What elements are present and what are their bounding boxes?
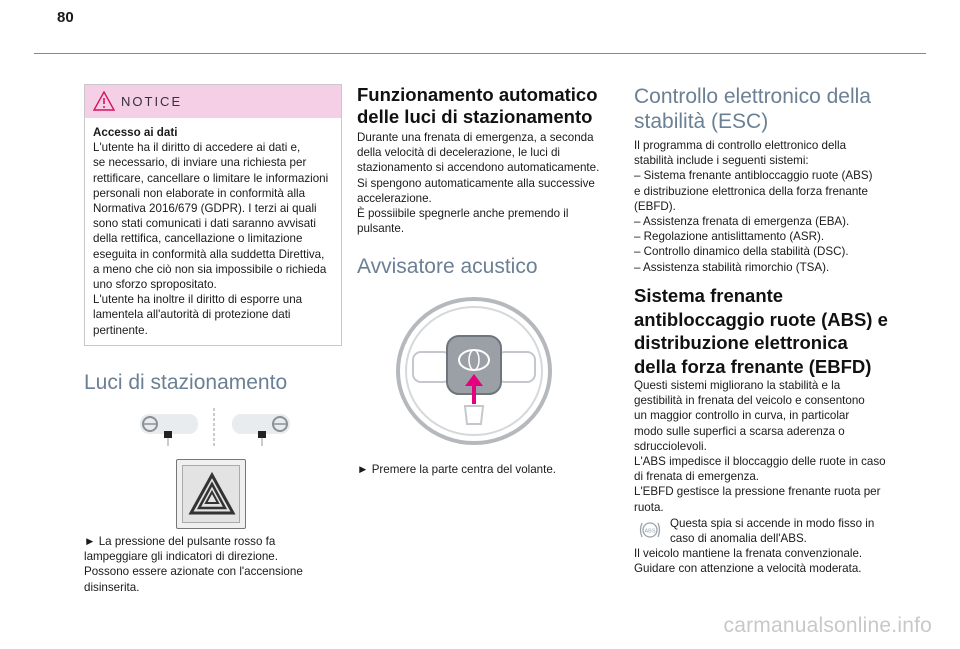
warning-icon xyxy=(93,91,115,111)
abs-lamp-label: ABS xyxy=(644,528,656,535)
top-rule xyxy=(34,53,926,54)
funzionamento-text: Durante una frenata di emergenza, a seconda della velocità di decelerazione, le luci di stazionamento si accendono automaticamente. Si spengono automaticamente alla successive accelerazione. È possiibile spegnerle anche premendo il pulsante. xyxy=(357,131,600,236)
luci-instruction: ► La pressione del pulsante rosso fa lampeggiare gli indicatori di direzione. Possono essere azionate con l'accensione disinserita. xyxy=(84,535,303,594)
section-title-esc: Controllo elettronico della stabilità (ESC) xyxy=(634,85,871,133)
abs-warning-row xyxy=(634,516,894,548)
abs-warning-lamp-icon xyxy=(638,520,662,540)
page-number: 80 xyxy=(57,9,74,26)
section-title-abs: Sistema frenante antibloccaggio ruote (ABS) e distribuzione elettronica della forza frenante (EBFD) xyxy=(634,285,888,377)
section-title-avvisatore: Avvisatore acustico xyxy=(357,255,538,278)
column-left xyxy=(84,84,342,594)
notice-header xyxy=(85,85,341,118)
abs-lamp-text: Questa spia si accende in modo fisso in caso di anomalia dell'ABS. xyxy=(670,517,875,546)
section-title-luci: Luci di stazionamento xyxy=(84,371,288,394)
abs-after-text: Il veicolo mantiene la frenata convenzionale. Guidare con attenzione a velocità moderata. xyxy=(634,547,863,576)
watermark: carmanualsonline.info xyxy=(723,614,932,637)
hazard-button-illustration xyxy=(176,459,246,529)
notice-heading: Accesso ai dati xyxy=(93,126,178,139)
avvisatore-instruction: ► Premere la parte centra del volante. xyxy=(357,463,557,476)
abs-text: Questi sistemi migliorano la stabilità e la gestibilità in frenata del veicolo e consentono un maggior controllo in curva, in particolar modo sulle superfici a scarsa aderenza o sdrucciolevoli. L'ABS impedisce il bloccaggio delle ruote in caso di frenata di emergenza. L'EBFD gestisce la pressione frenante ruota per ruota. xyxy=(634,379,886,514)
notice-box xyxy=(84,84,342,346)
notice-title: NOTICE xyxy=(121,94,183,109)
parking-lights-illustration xyxy=(140,406,290,448)
esc-text: Il programma di controllo elettronico della stabilità include i seguenti sistemi: – Sistema frenante antibloccaggio ruote (ABS) e distribuzione elettronica della forza frenante (EBFD). – Assistenza frenata di emergenza (EBA). – Regolazione antislittamento (ASR). – Controllo dinamico della stabilità (DSC). – Assistenza stabilità rimorchio (TSA). xyxy=(634,139,873,274)
notice-body xyxy=(85,118,341,338)
steering-wheel-illustration xyxy=(395,296,553,446)
section-title-funzionamento: Funzionamento automatico delle luci di stazionamento xyxy=(357,84,598,127)
hazard-triangle-icon xyxy=(183,466,241,524)
notice-text: L'utente ha il diritto di accedere ai dati e, se necessario, di inviare una richiesta per rettificare, cancellare o limitare le informazioni personali non elaborate in conformità alla Normativa 2016/679 (GDPR). I terzi ai quali sono stati comunicati i dati saranno avvisati della rettifica, cancellazione o limitazione eseguita in conformità alla suddetta Direttiva, a meno che ciò non sia impossibile o richieda uno sforzo spropositato. L'utente ha inoltre il diritto di esporre una lamentela all'autorità di protezione dati pertinente. xyxy=(93,141,329,337)
